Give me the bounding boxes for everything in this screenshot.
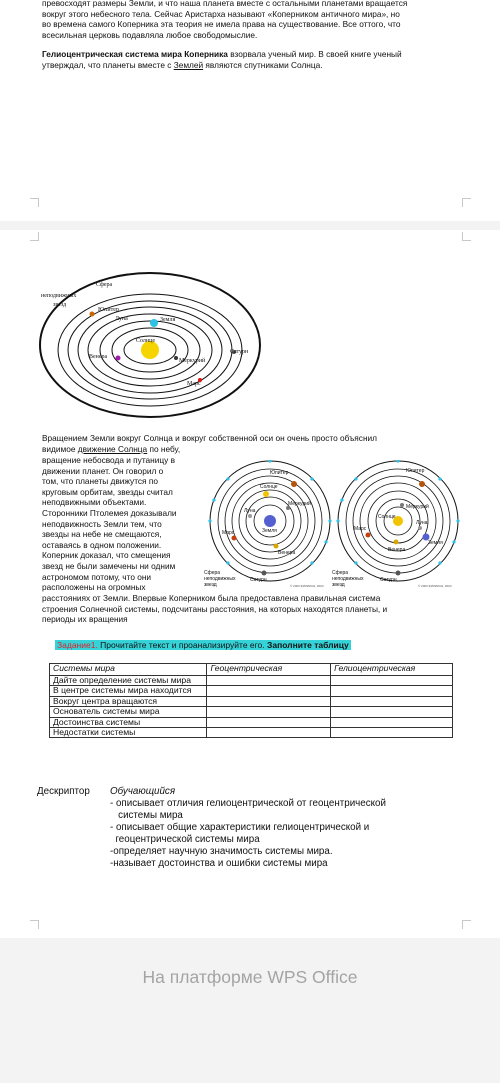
earth-link[interactable]: Землей <box>173 59 204 70</box>
text-line: строения Солнечной системы, подсчитаны расстояния, на которых находятся планеты, и <box>42 603 388 614</box>
mercury-mark <box>400 503 404 507</box>
label-mercury: Меркурий <box>288 501 311 507</box>
answer-cell[interactable] <box>331 676 453 686</box>
text-line: Коперник доказал, что смещения <box>42 550 171 561</box>
descriptor-label: Дескриптор <box>37 786 90 797</box>
orbit-diagram-geocentric <box>204 460 339 590</box>
text-line: неподвижными объектами. <box>42 497 147 508</box>
text-span: взорвала ученый мир. В своей книге ученый <box>227 49 402 59</box>
mars-mark <box>232 536 237 541</box>
label-saturn: Сатурн <box>230 349 249 355</box>
mercury-mark <box>174 356 178 360</box>
label-saturn: Сатурн <box>250 577 267 583</box>
bold-term: Гелиоцентрическая система мира Коперника <box>42 49 228 59</box>
answer-cell[interactable] <box>331 728 453 738</box>
label-sun: Солнце <box>136 338 156 344</box>
descriptor-item: - описывает отличия гелиоцентрической от геоцентрической <box>110 798 386 809</box>
text-line: Сторонники Птолемея доказывали <box>42 507 177 518</box>
credit-text: © 2003 ФИЗИКОН, 2003 <box>418 584 452 588</box>
task-instruction: Заполните таблицу <box>264 640 349 650</box>
table-row <box>50 686 453 696</box>
table-row <box>50 696 453 706</box>
descriptor-items <box>110 786 470 870</box>
row-label: Вокруг центра вращаются <box>50 696 207 706</box>
label-jupiter: Юпитер <box>98 307 119 313</box>
text-line: вокруг этого небесного тела. Сейчас Аристарха называют «Коперником античного мира», но <box>42 8 400 19</box>
mars-mark <box>366 533 371 538</box>
text-line: движении планет. Он говорил о <box>42 465 164 476</box>
task-number: Задание1. <box>57 640 98 650</box>
paragraph-aristarchus <box>42 0 460 40</box>
row-label: Основатель системы мира <box>50 707 207 717</box>
paragraph-distances <box>42 593 460 625</box>
answer-cell[interactable] <box>207 728 331 738</box>
venus-mark <box>116 356 121 361</box>
row-label: Дайте определение системы мира <box>50 676 207 686</box>
label-fixed: неподвижных <box>332 576 364 582</box>
wrapped-text <box>42 455 202 593</box>
text-line: оставаясь в одном положении. <box>42 539 162 550</box>
descriptor-item: -называет достоинства и ошибки системы мира <box>110 858 328 869</box>
label-earth: Земля <box>262 528 277 534</box>
answer-cell[interactable] <box>207 696 331 706</box>
saturn-mark <box>396 571 401 576</box>
venus-mark <box>394 540 399 545</box>
text-line: расстояниях от Земли. Впервые Коперником была предоставлена правильная система <box>42 593 381 603</box>
text-span: утверждал, что планеты вместе с <box>42 59 174 70</box>
label-sphere: Сфера <box>96 282 113 288</box>
label-mars: Марс <box>187 381 201 387</box>
text-line: астрономом потому, что они <box>42 571 152 582</box>
descriptor-item: - описывает общие характеристики гелиоцентрической и <box>110 822 370 833</box>
table-row <box>50 717 453 727</box>
label-mars: Марс <box>222 530 235 536</box>
earth-mark <box>150 319 158 327</box>
paragraph-copernicus <box>42 49 460 70</box>
answer-cell[interactable] <box>207 717 331 727</box>
text-line: превосходят размеры Земли, и что наша планета вместе с остальными планетами вращается <box>42 0 408 8</box>
label-jupiter: Юпитер <box>270 470 289 476</box>
label-sphere: Сфера <box>204 570 221 576</box>
text-line: периоды их вращения <box>42 614 128 625</box>
jupiter-mark <box>291 481 297 487</box>
answer-cell[interactable] <box>331 717 453 727</box>
row-label: Достоинства системы <box>50 717 207 727</box>
label-moon: Луна <box>244 508 256 514</box>
label-sphere: Сфера <box>332 570 349 576</box>
descriptor-title: Обучающийся <box>110 786 176 797</box>
text-line: звезды на небе не смещаются, <box>42 529 162 540</box>
descriptor-item: -определяет научную значимость системы мира. <box>110 846 333 857</box>
label-moon: Луна <box>416 520 428 526</box>
text-span: по небу, <box>147 443 181 454</box>
text-line: всесильная церковь подавляла любое свободомыслие. <box>42 29 258 40</box>
label-mercury: Меркурий <box>179 358 206 364</box>
label-fixed: неподвижных <box>41 293 77 299</box>
descriptor-item: системы мира <box>110 810 183 821</box>
label-mars: Марс <box>354 526 367 532</box>
label-jupiter: Юпитер <box>406 468 425 474</box>
header-heliocentric: Гелиоцентрическая <box>331 664 453 676</box>
answer-cell[interactable] <box>207 686 331 696</box>
orbit-diagram-heliocentric <box>332 460 467 590</box>
earth-center-mark <box>264 515 276 527</box>
task-heading <box>55 640 351 650</box>
jupiter-mark <box>419 481 425 487</box>
label-venus: Венера <box>388 547 406 553</box>
label-earth: Земля <box>428 540 443 546</box>
geocentric-diagram <box>38 270 263 422</box>
row-label: В центре системы мира находится <box>50 686 207 696</box>
document-page-1 <box>0 0 500 221</box>
label-mercury: Меркурий <box>406 504 429 510</box>
systems-table <box>49 663 453 738</box>
descriptor-item: геоцентрической системы мира <box>110 834 260 845</box>
table-row <box>50 676 453 686</box>
page-corner-mark <box>30 232 39 241</box>
credit-text: © 2003 ФИЗИКОН, 2003 <box>290 584 324 588</box>
label-venus: Венера <box>89 354 108 360</box>
text-span: видимое <box>42 443 78 454</box>
label-earth: Земля <box>160 317 176 323</box>
page-corner-mark <box>462 232 471 241</box>
text-line: расположены на огромных <box>42 582 146 593</box>
text-line: вращение небосвода и путаницу в <box>42 455 175 465</box>
paragraph-rotation <box>42 433 460 454</box>
answer-cell[interactable] <box>207 707 331 717</box>
answer-cell[interactable] <box>331 686 453 696</box>
label-stars: звезд <box>204 582 217 588</box>
text-line: звезд не были замечены ни одним <box>42 560 176 571</box>
table-row <box>50 707 453 717</box>
label-fixed: неподвижных <box>204 576 236 582</box>
sun-mark <box>263 491 269 497</box>
answer-cell[interactable] <box>331 696 453 706</box>
text-line: том, что планеты движутся по <box>42 476 158 487</box>
header-systems: Системы мира <box>50 664 207 676</box>
text-line: Вращением Земли вокруг Солнца и вокруг собственной оси он очень просто объяснил <box>42 433 378 443</box>
text-line: неподвижность Земли тем, что <box>42 518 162 529</box>
wps-footer-text: На платформе WPS Office <box>142 967 358 987</box>
label-saturn: Сатурн <box>380 577 397 583</box>
label-stars: звезд <box>53 302 67 308</box>
page-corner-mark <box>30 920 39 929</box>
answer-cell[interactable] <box>207 676 331 686</box>
table-row <box>50 728 453 738</box>
saturn-mark <box>262 571 267 576</box>
header-geocentric: Геоцентрическая <box>207 664 331 676</box>
label-sun: Солнце <box>378 514 396 520</box>
venus-mark <box>274 544 279 549</box>
task-text: Прочитайте текст и проанализируйте его. <box>97 640 265 650</box>
page-corner-mark <box>30 198 39 207</box>
page-corner-mark <box>462 920 471 929</box>
jupiter-mark <box>90 312 95 317</box>
text-line: круговым орбитам, звезды считал <box>42 486 173 497</box>
answer-cell[interactable] <box>331 707 453 717</box>
row-label: Недостатки системы <box>50 728 207 738</box>
moon-mark <box>418 526 422 530</box>
table-header-row <box>50 664 453 676</box>
label-moon: Луна <box>115 316 128 322</box>
page-corner-mark <box>462 198 471 207</box>
sun-motion-link[interactable]: движение Солнца <box>77 443 148 454</box>
label-venus: Венера <box>278 550 296 556</box>
label-stars: звезд <box>332 582 345 588</box>
text-span: являются спутниками Солнца. <box>203 59 323 70</box>
text-line: во времена самого Коперника эта теория не имела права на существование. Все оттого, что <box>42 19 401 30</box>
moon-mark <box>248 514 252 518</box>
label-sun: Солнце <box>260 484 278 490</box>
